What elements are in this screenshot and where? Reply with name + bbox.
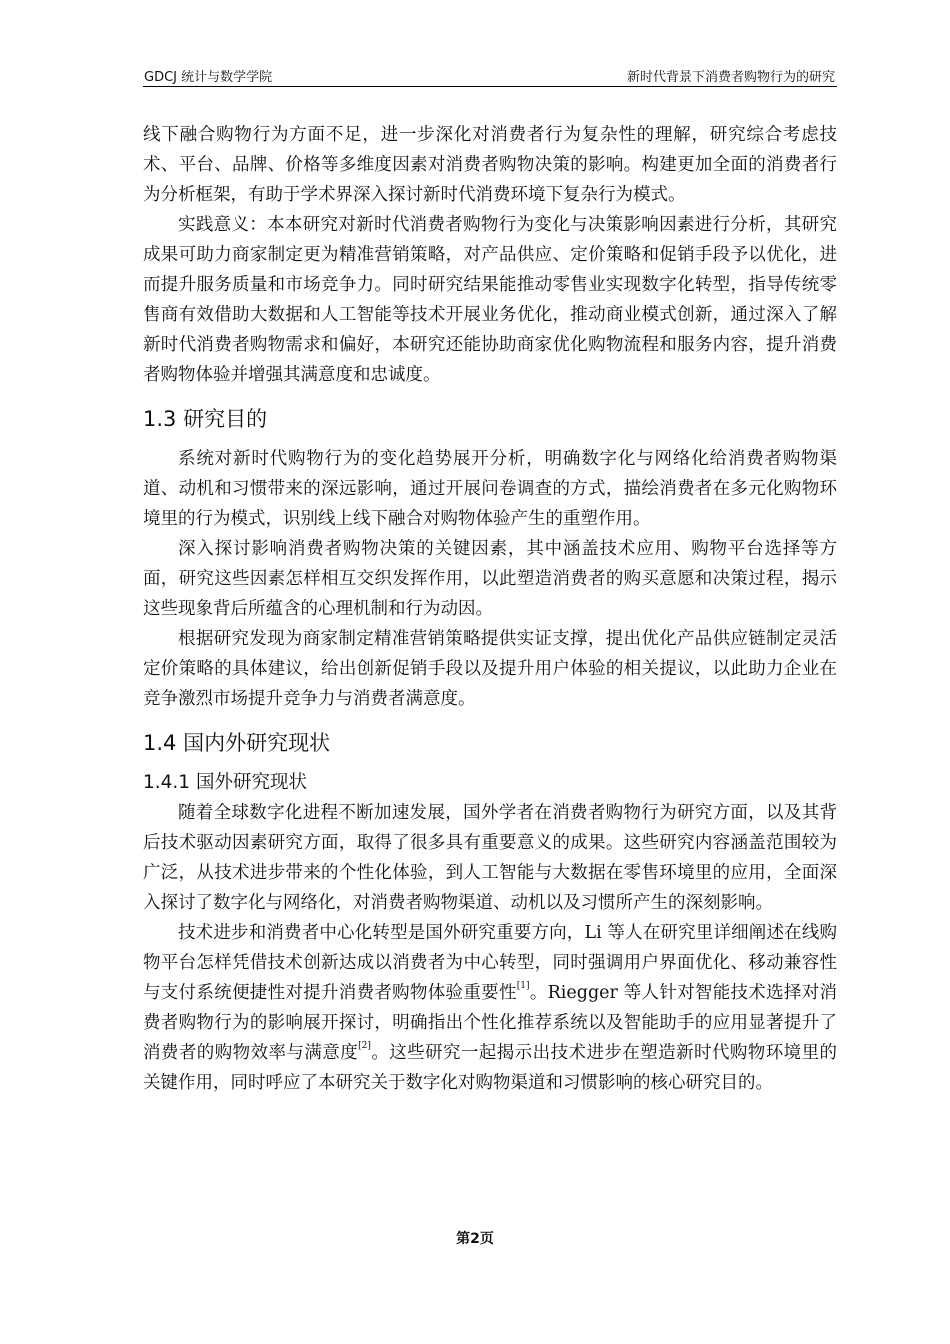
text-run: 技术进步和消费者中心化转型是国外研究重要方向，Li 等人在研究里详细阐述在线购物平台怎样凭借技术创新达成以消费者为中心转型，同时强调用户界面优化、移动兼容性与支付系统便捷性对提升消费者购物体验重要性 [143, 923, 837, 1003]
body-paragraph: 线下融合购物行为方面不足，进一步深化对消费者行为复杂性的理解，研究综合考虑技术、平台、品牌、价格等多维度因素对消费者购物决策的影响。构建更加全面的消费者行为分析框架，有助于学术界深入探讨新时代消费环境下复杂行为模式。 [143, 125, 837, 205]
header-divider [143, 86, 837, 87]
body-paragraph [143, 918, 837, 1098]
section-heading: 1.4 国内外研究现状 [143, 731, 331, 755]
page-body [143, 120, 837, 1098]
header-paper-title: 新时代背景下消费者购物行为的研究 [626, 70, 835, 85]
header-institution: GDCJ 统计与数学学院 [144, 70, 273, 85]
section-heading: 1.3 研究目的 [143, 407, 268, 431]
citation-1: [1] [516, 981, 530, 991]
subsection-heading: 1.4.1 国外研究现状 [143, 772, 307, 793]
body-paragraph: 深入探讨影响消费者购物决策的关键因素，其中涵盖技术应用、购物平台选择等方面，研究这些因素怎样相互交织发挥作用，以此塑造消费者的购买意愿和决策过程，揭示这些现象背后所蕴含的心理机制和行为动因。 [143, 539, 837, 619]
text-run: 。Riegger 等人针对智能技术选择对消费者购物行为的影响展开探讨，明确指出个性化推荐系统以及智能助手的应用显著提升了消费者的购物效率与满意度 [143, 983, 838, 1063]
page-number: 第2页 [456, 1231, 494, 1247]
text-run: 。这些研究一起揭示出技术进步在塑造新时代购物环境里的关键作用，同时呼应了本研究关于数字化对购物渠道和习惯影响的核心研究目的。 [143, 1043, 838, 1093]
body-paragraph: 根据研究发现为商家制定精准营销策略提供实证支撑，提出优化产品供应链制定灵活定价策略的具体建议，给出创新促销手段以及提升用户体验的相关提议，以此助力企业在竞争激烈市场提升竞争力与消费者满意度。 [143, 629, 837, 709]
body-paragraph: 随着全球数字化进程不断加速发展，国外学者在消费者购物行为研究方面，以及其背后技术驱动因素研究方面，取得了很多具有重要意义的成果。这些研究内容涵盖范围较为广泛，从技术进步带来的个性化体验，到人工智能与大数据在零售环境里的应用，全面深入探讨了数字化与网络化，对消费者购物渠道、动机以及习惯所产生的深刻影响。 [143, 803, 837, 913]
body-paragraph: 系统对新时代购物行为的变化趋势展开分析，明确数字化与网络化给消费者购物渠道、动机和习惯带来的深远影响，通过开展问卷调查的方式，描绘消费者在多元化购物环境里的行为模式，识别线上线下融合对购物体验产生的重塑作用。 [143, 449, 837, 529]
citation-2: [2] [358, 1041, 371, 1051]
body-paragraph: 实践意义：本本研究对新时代消费者购物行为变化与决策影响因素进行分析，其研究成果可助力商家制定更为精准营销策略，对产品供应、定价策略和促销手段予以优化，进而提升服务质量和市场竞争力。同时研究结果能推动零售业实现数字化转型，指导传统零售商有效借助大数据和人工智能等技术开展业务优化，推动商业模式创新，通过深入了解新时代消费者购物需求和偏好，本研究还能协助商家优化购物流程和服务内容，提升消费者购物体验并增强其满意度和忠诚度。 [143, 215, 837, 385]
running-header [143, 64, 837, 86]
